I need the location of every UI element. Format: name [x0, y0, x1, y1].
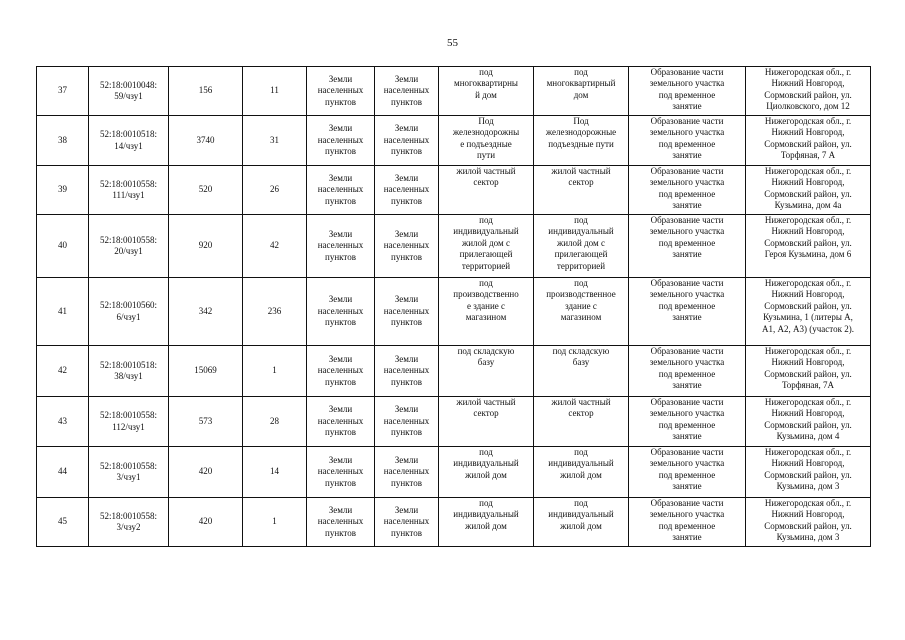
permitted-use-1: жилой частный сектор [439, 397, 534, 447]
land-category-2: Земли населенных пунктов [375, 166, 439, 215]
plot-area: 420 [169, 447, 243, 498]
cadastral-number: 52:18:0010048: 59/чзу1 [89, 67, 169, 116]
address: Нижегородская обл., г. Нижний Новгород, Сормовский район, ул. Кузьмина, дом 4 [746, 397, 871, 447]
row-number: 43 [37, 397, 89, 447]
purpose: Образование части земельного участка под временное занятие [629, 397, 746, 447]
land-category-2: Земли населенных пунктов [375, 116, 439, 166]
land-plots-table [36, 66, 871, 547]
plot-area: 920 [169, 215, 243, 278]
land-category-2: Земли населенных пунктов [375, 397, 439, 447]
permitted-use-2: под индивидуальный жилой дом с прилегающей территорией [534, 215, 629, 278]
land-category-2: Земли населенных пунктов [375, 447, 439, 498]
table-row [37, 346, 871, 397]
land-category-2: Земли населенных пунктов [375, 278, 439, 346]
address: Нижегородская обл., г. Нижний Новгород, Сормовский район, ул. Героя Кузьмина, дом 6 [746, 215, 871, 278]
table-row [37, 397, 871, 447]
table-row [37, 166, 871, 215]
purpose: Образование части земельного участка под временное занятие [629, 215, 746, 278]
cadastral-number: 52:18:0010558: 3/чзу2 [89, 498, 169, 547]
table-row [37, 447, 871, 498]
cadastral-number: 52:18:0010518: 14/чзу1 [89, 116, 169, 166]
permitted-use-2: под производственное здание с магазином [534, 278, 629, 346]
table-row [37, 67, 871, 116]
purpose: Образование части земельного участка под временное занятие [629, 447, 746, 498]
purpose: Образование части земельного участка под временное занятие [629, 67, 746, 116]
plot-area: 420 [169, 498, 243, 547]
address: Нижегородская обл., г. Нижний Новгород, Сормовский район, ул. Торфяная, 7А [746, 346, 871, 397]
land-category-1: Земли населенных пунктов [307, 397, 375, 447]
permitted-use-2: жилой частный сектор [534, 397, 629, 447]
table-row [37, 498, 871, 547]
purpose: Образование части земельного участка под временное занятие [629, 498, 746, 547]
row-number: 45 [37, 498, 89, 547]
col4-value: 1 [243, 498, 307, 547]
permitted-use-1: Под железнодорожны е подъездные пути [439, 116, 534, 166]
land-category-1: Земли населенных пунктов [307, 278, 375, 346]
table-body [37, 67, 871, 547]
row-number: 40 [37, 215, 89, 278]
address: Нижегородская обл., г. Нижний Новгород, Сормовский район, ул. Кузьмина, 1 (литеры А, А1, А2, А3) (участок 2). [746, 278, 871, 346]
page-number: 55 [447, 37, 458, 49]
address: Нижегородская обл., г. Нижний Новгород, Сормовский район, ул. Торфяная, 7 А [746, 116, 871, 166]
permitted-use-2: под многоквартирный дом [534, 67, 629, 116]
plot-area: 156 [169, 67, 243, 116]
cadastral-number: 52:18:0010558: 112/чзу1 [89, 397, 169, 447]
land-category-2: Земли населенных пунктов [375, 215, 439, 278]
land-category-2: Земли населенных пунктов [375, 498, 439, 547]
permitted-use-1: под производственно е здание с магазином [439, 278, 534, 346]
permitted-use-2: жилой частный сектор [534, 166, 629, 215]
row-number: 42 [37, 346, 89, 397]
row-number: 41 [37, 278, 89, 346]
col4-value: 31 [243, 116, 307, 166]
cadastral-number: 52:18:0010558: 111/чзу1 [89, 166, 169, 215]
land-category-1: Земли населенных пунктов [307, 215, 375, 278]
address: Нижегородская обл., г. Нижний Новгород, Сормовский район, ул. Кузьмина, дом 4а [746, 166, 871, 215]
col4-value: 28 [243, 397, 307, 447]
cadastral-number: 52:18:0010560: 6/чзу1 [89, 278, 169, 346]
land-category-1: Земли населенных пунктов [307, 166, 375, 215]
permitted-use-1: под складскую базу [439, 346, 534, 397]
col4-value: 14 [243, 447, 307, 498]
cadastral-number: 52:18:0010558: 3/чзу1 [89, 447, 169, 498]
land-category-2: Земли населенных пунктов [375, 346, 439, 397]
purpose: Образование части земельного участка под временное занятие [629, 166, 746, 215]
land-category-1: Земли населенных пунктов [307, 346, 375, 397]
row-number: 38 [37, 116, 89, 166]
cadastral-number: 52:18:0010558: 20/чзу1 [89, 215, 169, 278]
purpose: Образование части земельного участка под временное занятие [629, 278, 746, 346]
purpose: Образование части земельного участка под временное занятие [629, 116, 746, 166]
table-row [37, 215, 871, 278]
table-row [37, 278, 871, 346]
address: Нижегородская обл., г. Нижний Новгород, Сормовский район, ул. Циолковского, дом 12 [746, 67, 871, 116]
land-category-1: Земли населенных пунктов [307, 67, 375, 116]
permitted-use-2: под складскую базу [534, 346, 629, 397]
row-number: 39 [37, 166, 89, 215]
plot-area: 573 [169, 397, 243, 447]
plot-area: 520 [169, 166, 243, 215]
purpose: Образование части земельного участка под временное занятие [629, 346, 746, 397]
permitted-use-2: Под железнодорожные подъездные пути [534, 116, 629, 166]
col4-value: 11 [243, 67, 307, 116]
permitted-use-2: под индивидуальный жилой дом [534, 447, 629, 498]
permitted-use-1: жилой частный сектор [439, 166, 534, 215]
land-category-1: Земли населенных пунктов [307, 447, 375, 498]
address: Нижегородская обл., г. Нижний Новгород, Сормовский район, ул. Кузьмина, дом 3 [746, 498, 871, 547]
permitted-use-1: под многоквартирны й дом [439, 67, 534, 116]
address: Нижегородская обл., г. Нижний Новгород, Сормовский район, ул. Кузьмина, дом 3 [746, 447, 871, 498]
permitted-use-1: под индивидуальный жилой дом с прилегающей территорией [439, 215, 534, 278]
land-category-2: Земли населенных пунктов [375, 67, 439, 116]
permitted-use-1: под индивидуальный жилой дом [439, 447, 534, 498]
row-number: 44 [37, 447, 89, 498]
plot-area: 3740 [169, 116, 243, 166]
row-number: 37 [37, 67, 89, 116]
plot-area: 342 [169, 278, 243, 346]
permitted-use-2: под индивидуальный жилой дом [534, 498, 629, 547]
col4-value: 26 [243, 166, 307, 215]
col4-value: 42 [243, 215, 307, 278]
cadastral-number: 52:18:0010518: 38/чзу1 [89, 346, 169, 397]
plot-area: 15069 [169, 346, 243, 397]
land-category-1: Земли населенных пунктов [307, 116, 375, 166]
table-row [37, 116, 871, 166]
permitted-use-1: под индивидуальный жилой дом [439, 498, 534, 547]
land-category-1: Земли населенных пунктов [307, 498, 375, 547]
col4-value: 236 [243, 278, 307, 346]
col4-value: 1 [243, 346, 307, 397]
